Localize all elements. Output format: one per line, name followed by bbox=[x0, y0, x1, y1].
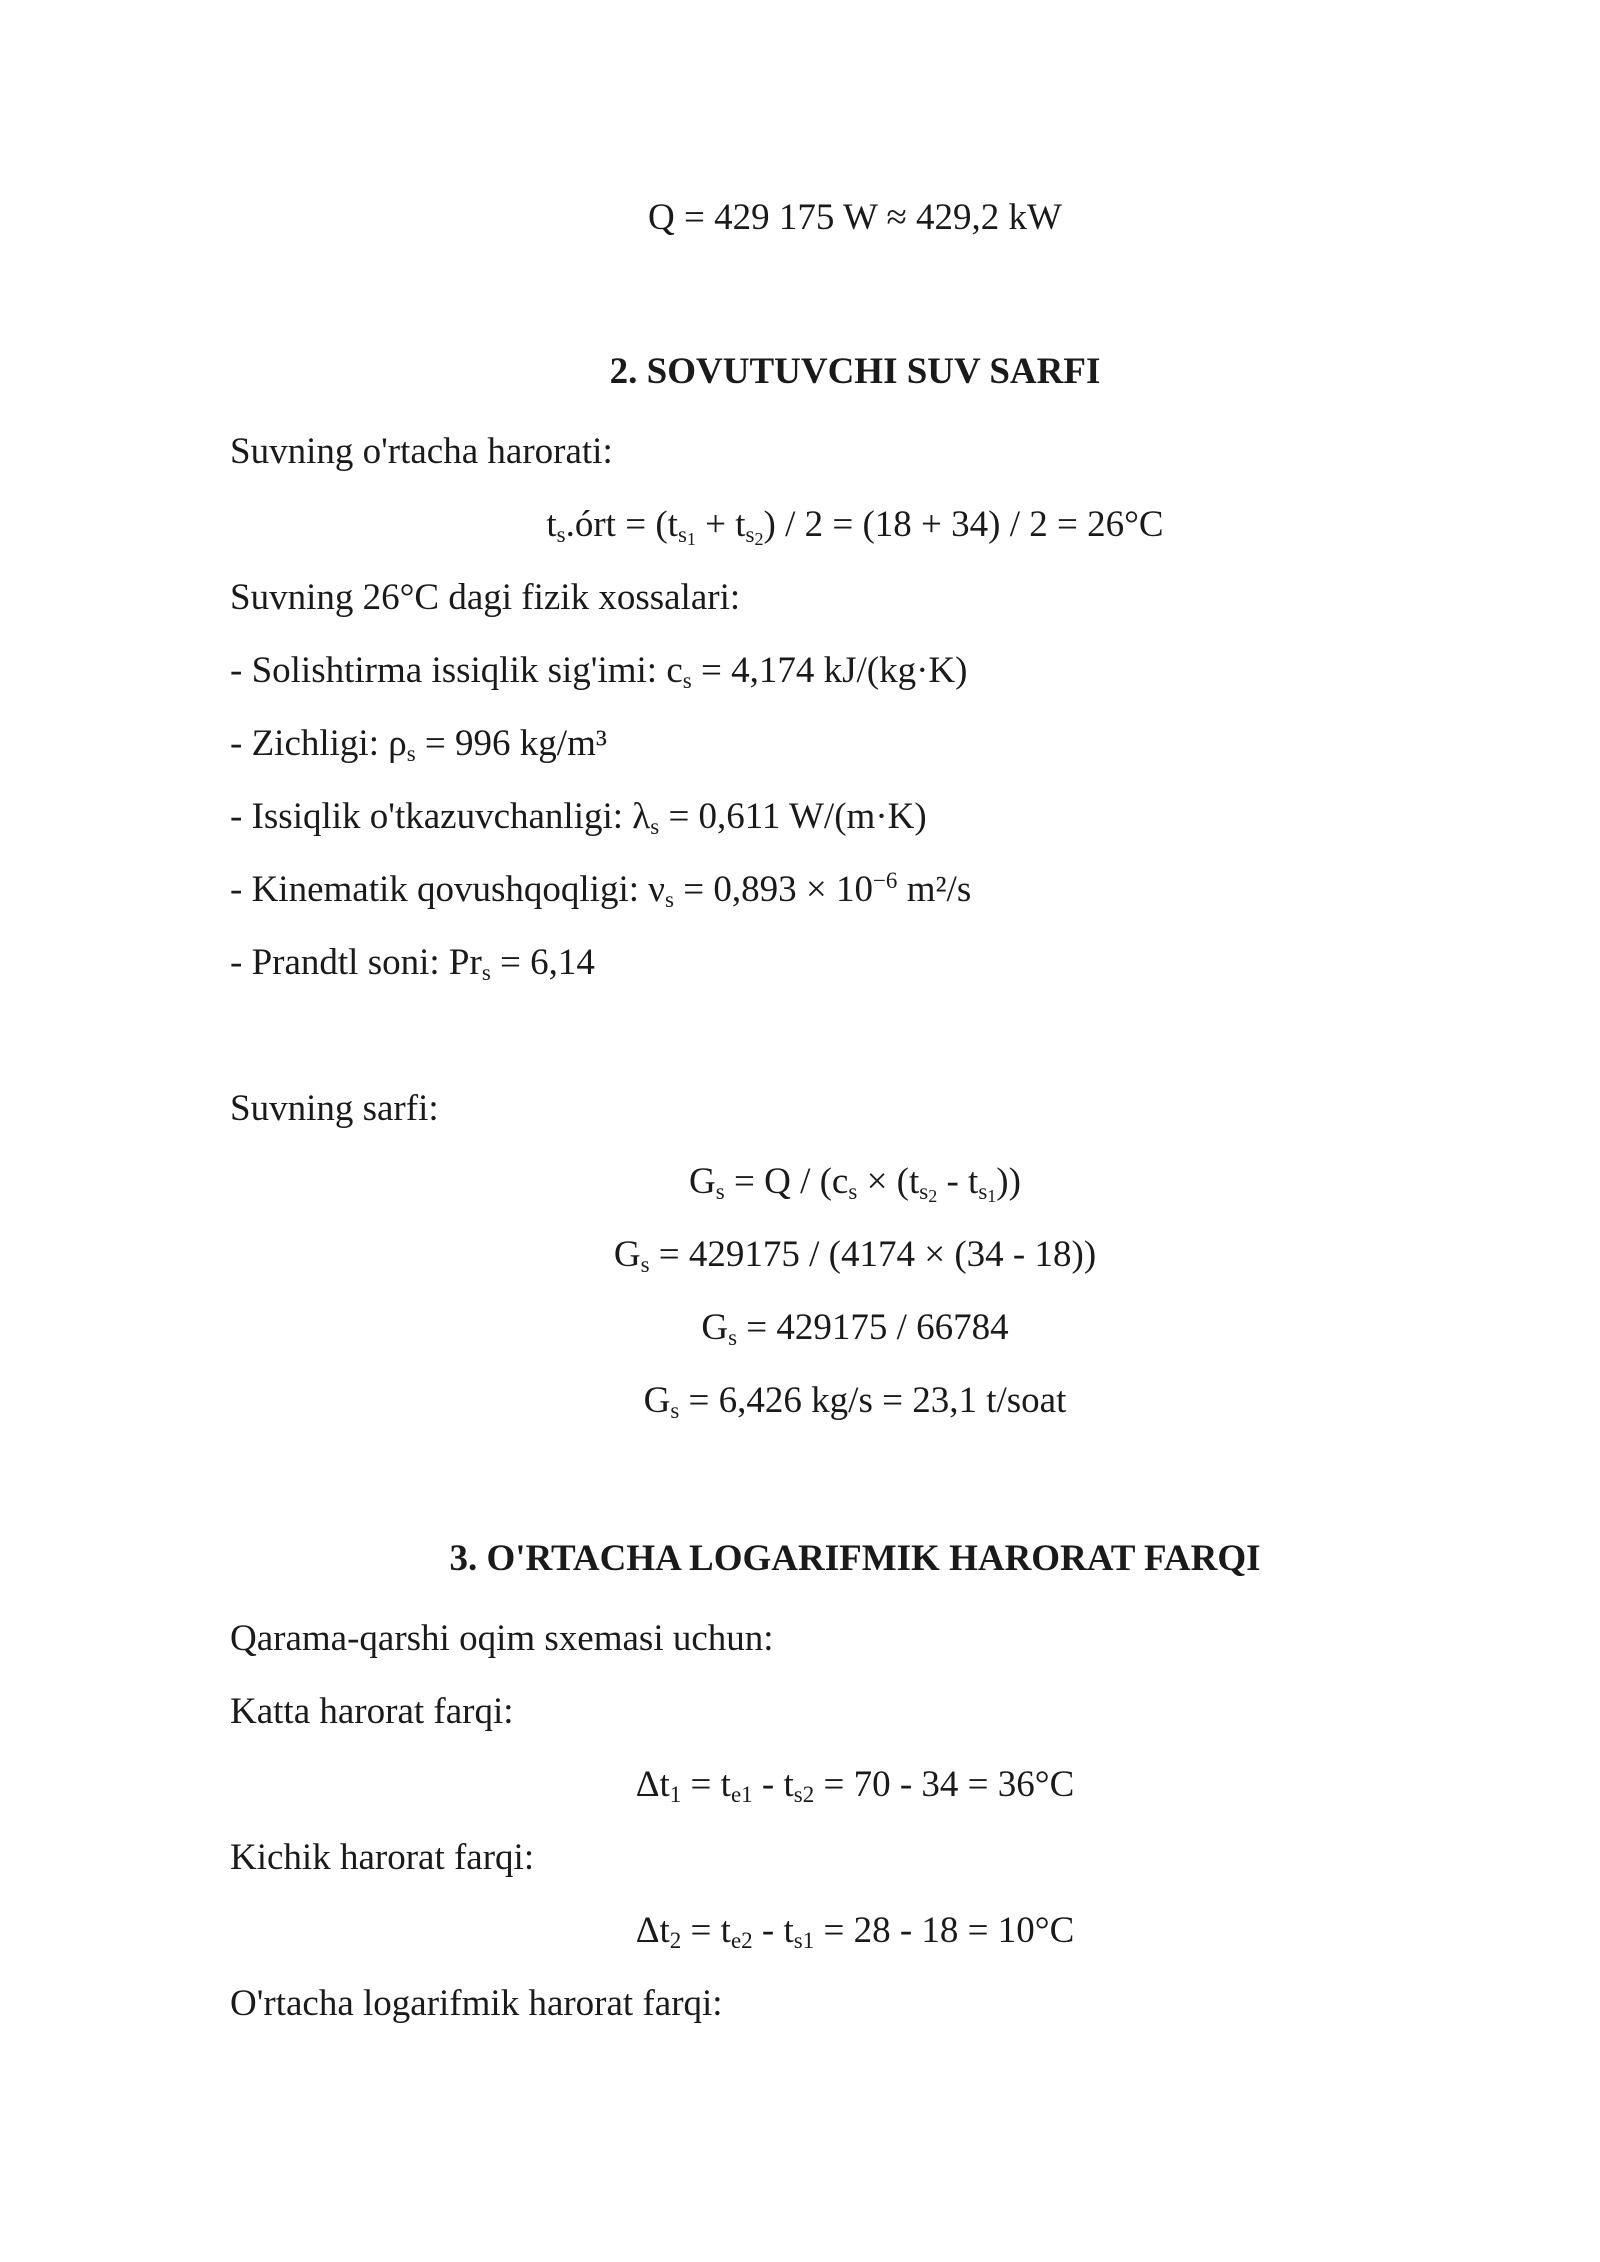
big-diff-intro: Katta harorat farqi: bbox=[230, 1691, 514, 1732]
prop-conductivity: - Issiqlik o'tkazuvchanligi: $\lambda_s = 0,611$ W/(m·K) bbox=[230, 796, 927, 839]
heat-load-result: Q = 429 175 W ≈ 429,2 kW bbox=[648, 197, 1062, 238]
section-3-heading: 3. O'RTACHA LOGARIFMIK HARORAT FARQI bbox=[449, 1538, 1261, 1579]
flow-result-line: $G_s = 6,426$ kg/s = 23,1 t/soat bbox=[643, 1380, 1067, 1423]
scheme-intro: Qarama-qarshi oqim sxemasi uchun: bbox=[230, 1618, 774, 1659]
prop-heat-capacity: - Solishtirma issiqlik sig'imi: $c_s = 4,174$ kJ/(kg·K) bbox=[230, 650, 968, 693]
prop-density: - Zichligi: $\rho_s = 996$ kg/m³ bbox=[230, 723, 607, 766]
flow-formula: $G_s = Q / (c_s \times (t_{s_2} - t_{s_1}))$ bbox=[689, 1161, 1021, 1206]
avg-temp-intro: Suvning o'rtacha harorati: bbox=[230, 431, 613, 472]
flow-intro: Suvning sarfi: bbox=[230, 1088, 439, 1129]
flow-calc-line: $G_s = 429175 / (4174 \times (34 - 18))$ bbox=[613, 1234, 1097, 1277]
small-diff-intro: Kichik harorat farqi: bbox=[230, 1837, 535, 1878]
dt2-formula: $\Delta t_2 = t_{e2} - t_{s1} = 28 - 18 = 10^\circ C$ bbox=[635, 1910, 1075, 1953]
avg-temp-formula: $t_s.órt = (t_{s_1} + t_{s_2}) / 2 = (18 + 34) / 2 = 26^\circ C$ bbox=[546, 504, 1164, 549]
props-intro: Suvning 26°C dagi fizik xossalari: bbox=[230, 577, 741, 618]
lmtd-intro: O'rtacha logarifmik harorat farqi: bbox=[230, 1983, 723, 2024]
prop-prandtl: - Prandtl soni: $Pr_s = 6,14$ bbox=[230, 942, 595, 985]
prop-viscosity: - Kinematik qovushqoqligi: $\nu_s = 0,893 \times 10^{-6}$ m²/s bbox=[230, 868, 972, 912]
dt1-formula: $\Delta t_1 = t_{e1} - t_{s2} = 70 - 34 = 36^\circ C$ bbox=[635, 1764, 1075, 1807]
section-2-heading: 2. SOVUTUVCHI SUV SARFI bbox=[609, 351, 1101, 392]
flow-calc-line: $G_s = 429175 / 66784$ bbox=[701, 1307, 1009, 1350]
